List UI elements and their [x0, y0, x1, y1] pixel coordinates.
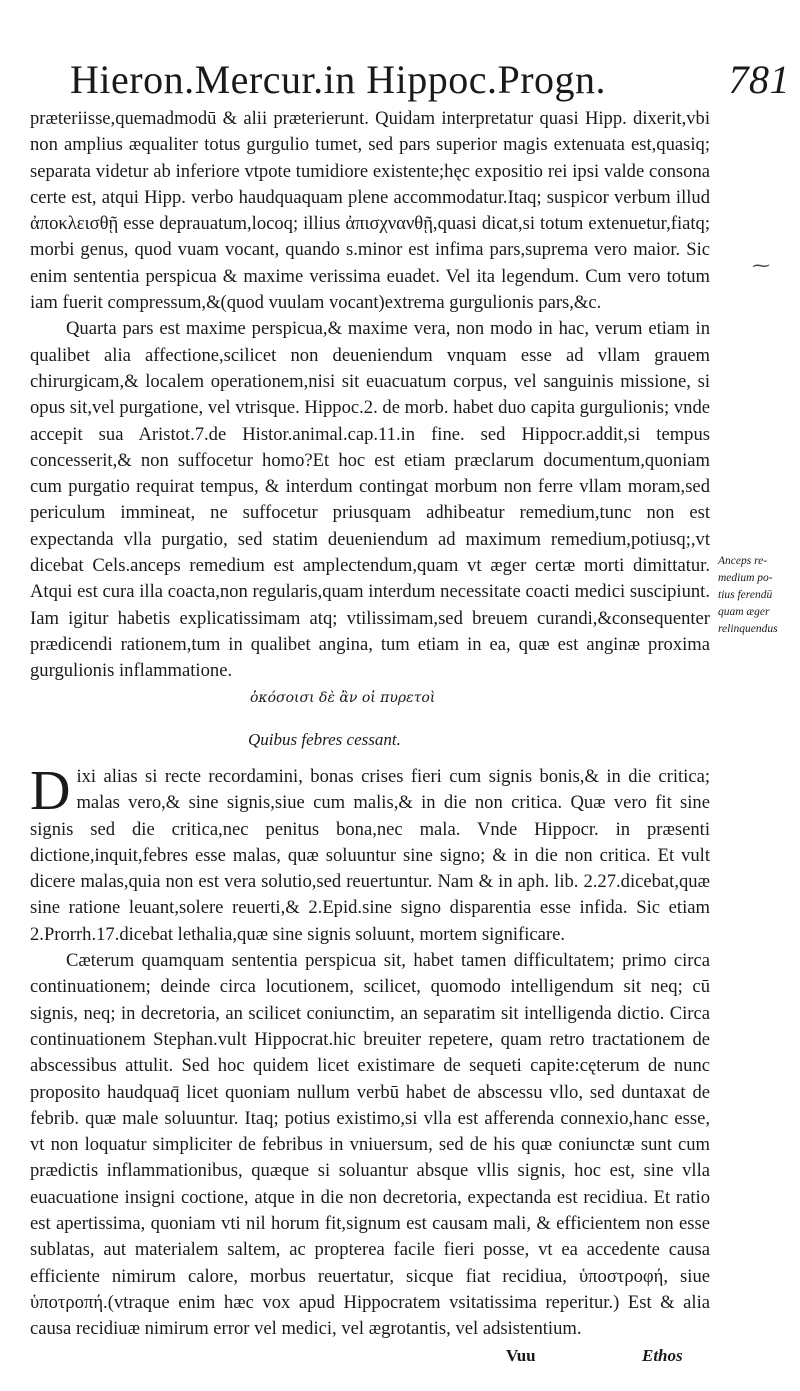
running-head — [70, 54, 790, 106]
lemma-latin: Quibus febres cessant. — [248, 730, 401, 749]
ink-mark-icon: ⁓ — [752, 255, 770, 276]
margin-note-line: quam æger — [718, 606, 770, 618]
lemma-greek: ὁκόσοισι δὲ ἂν οἱ πυρετοὶ — [250, 690, 436, 706]
paragraph-1: præteriisse,quemadmodū & alii præterierunt. Quidam interpretatur quasi Hipp. dixerit,vbi non amplius æqualiter totus gurgulio tumet, sed pars superior magis extenuata est,quasiq; separata videtur ab inferiore vtpote tumidiore existente;hęc expositio rei ipsi valde consona certe est, atqui Hipp. verbo haudquaquam plene accommodatur.Itaq; suspicor verbum illud ἀποκλεισθῇ esse deprauatum,locoq; illius ἀπισχνανθῇ,quasi dicat,si totum extenuetur,fiatq; morbi genus, quod vuam vocant, quando s.minor est infima pars,suprema vero maior. Sic enim sententia perspicua & maxime verissima euadet. Vel ita legendum. Cum vero totum iam fuerit compressum,&(quod vuulam vocant)extrema gurgulionis pars,&c. — [30, 108, 710, 314]
margin-note-line: tius ferendū — [718, 589, 773, 601]
commentary-section-1 — [30, 106, 710, 685]
page-number: 781 — [728, 57, 790, 102]
paragraph-3: ixi alias si recte recordamini, bonas crises fieri cum signis bonis,& in die critica; malas vero,& sine signis,siue cum malis,& in die non critica. Quæ vero fit sine signis sed die critica,nec penitus bona,nec mala. Vnde Hippocr. in præsenti dictione,inquit,febres esse malas, quæ soluuntur sine signo; & in die non critica. Et vult dicere malas,quia non est vera solutio,sed reuertuntur. Nam & in aph. lib. 2.27.dicebat,quæ sine ratione leuant,solere reuerti,& 2.Epid.sine signo disparentia esse infida. Sic etiam 2.Prorrh.17.dicebat lethalia,quæ sine signis soluunt, mortem significare. — [30, 766, 710, 945]
commentary-section-2 — [30, 760, 710, 1343]
paragraph-2: Quarta pars est maxime perspicua,& maxime vera, non modo in hac, verum etiam in qualibet alia affectione,scilicet non deueniendum vnquam esse ad vllam grauem chirurgicam,& localem operationem,nisi sit euacuatum corpus, vel sanguinis missione, si opus sit,vel purgatione, vel vtrisque. Hippoc.2. de morb. habet duo capita gurgulionis; vnde accepit sua Aristot.7.de Histor.animal.cap.11.in fine. sed Hippocr.addit,si tempus concesserit,& non suffocetur homo?Et hoc est etiam præclarum documentum,quoniam cum purgatio requirat tempus, & interdum contingat morbum non ferre vllam moram,sed periculum immineat, ne suffocetur priusquam adhibeatur remedium,tunc non est expectanda vlla purgatio, sed statim deueniendum ad maximum remedium,potiusq;,vt dicebat Cels.anceps remedium est amplectendum,quam vt æger certæ morti dimittatur. Atqui est cura illa coacta,non regularis,quam interdum necessitate coacti medici suscipiunt. Iam igitur habetis explicatissimam atq; vtilissimam,sed breuem curandi,&consequenter prædicendi rationem,tum in qualibet angina, tum etiam in ea, quæ est anginæ proxima gurgulionis inflammatione. — [30, 318, 710, 682]
running-title: Hieron.Mercur.in Hippoc.Progn. — [70, 57, 607, 102]
paragraph-4: Cæterum quamquam sententia perspicua sit, habet tamen difficultatem; primo circa continuationem; deinde circa locutionem, scilicet, quomodo intelligendum sit neq; cū signis, neq; in decretoria, an scilicet coniunctim, an separatim sit intelligenda dictio. Circa continuationem Stephan.vult Hippocrat.hic breuiter repetere, quam retro tractationem de abscessibus attulit. Sed hoc quidem licet existimare de sequeti capite:cęterum de nunc proposito haudquaq̄ licet quoniam nullum verbū habet de abscessu vllo, sed duntaxat de febrib. quæ male soluuntur. Itaq; potius existimo,si vlla est afferenda connexio,hanc esse, vt non loquatur simpliciter de febribus in vniuersum, sed de his quæ coniunctæ sunt cum prædictis inflammationibus, quæque si soluantur absque vllis signis, hoc est, sine vlla euacuatione insigni coctione, atque in die non decretoria, expectanda est recidiua. Et ratio est apertissima, quoniam vti nil horum fit,signum est causam mali, & efficientem non esse sublatas, aut materialem saltem, ac propterea facile fieri posse, vt ea accedente causa efficiente nimirum calore, morbus reuertatur, sicque fiat recidiua, ὑποστροφή, siue ὑποτροπή.(vtraque enim hæc vox apud Hippocratem vsitatissima reperitur.) Est & alia causa recidiuæ nimirum error vel medici, vel ægrotantis, vel adsistentium. — [30, 950, 710, 1340]
margin-note-line: medium po- — [718, 572, 773, 584]
drop-cap: D — [30, 760, 71, 822]
catchword: Ethos — [642, 1346, 683, 1365]
margin-note-line: relinquendus — [718, 623, 778, 635]
margin-note-line: Anceps re- — [718, 555, 768, 567]
signature-mark: Vuu — [506, 1346, 536, 1365]
marginal-note — [718, 553, 798, 638]
